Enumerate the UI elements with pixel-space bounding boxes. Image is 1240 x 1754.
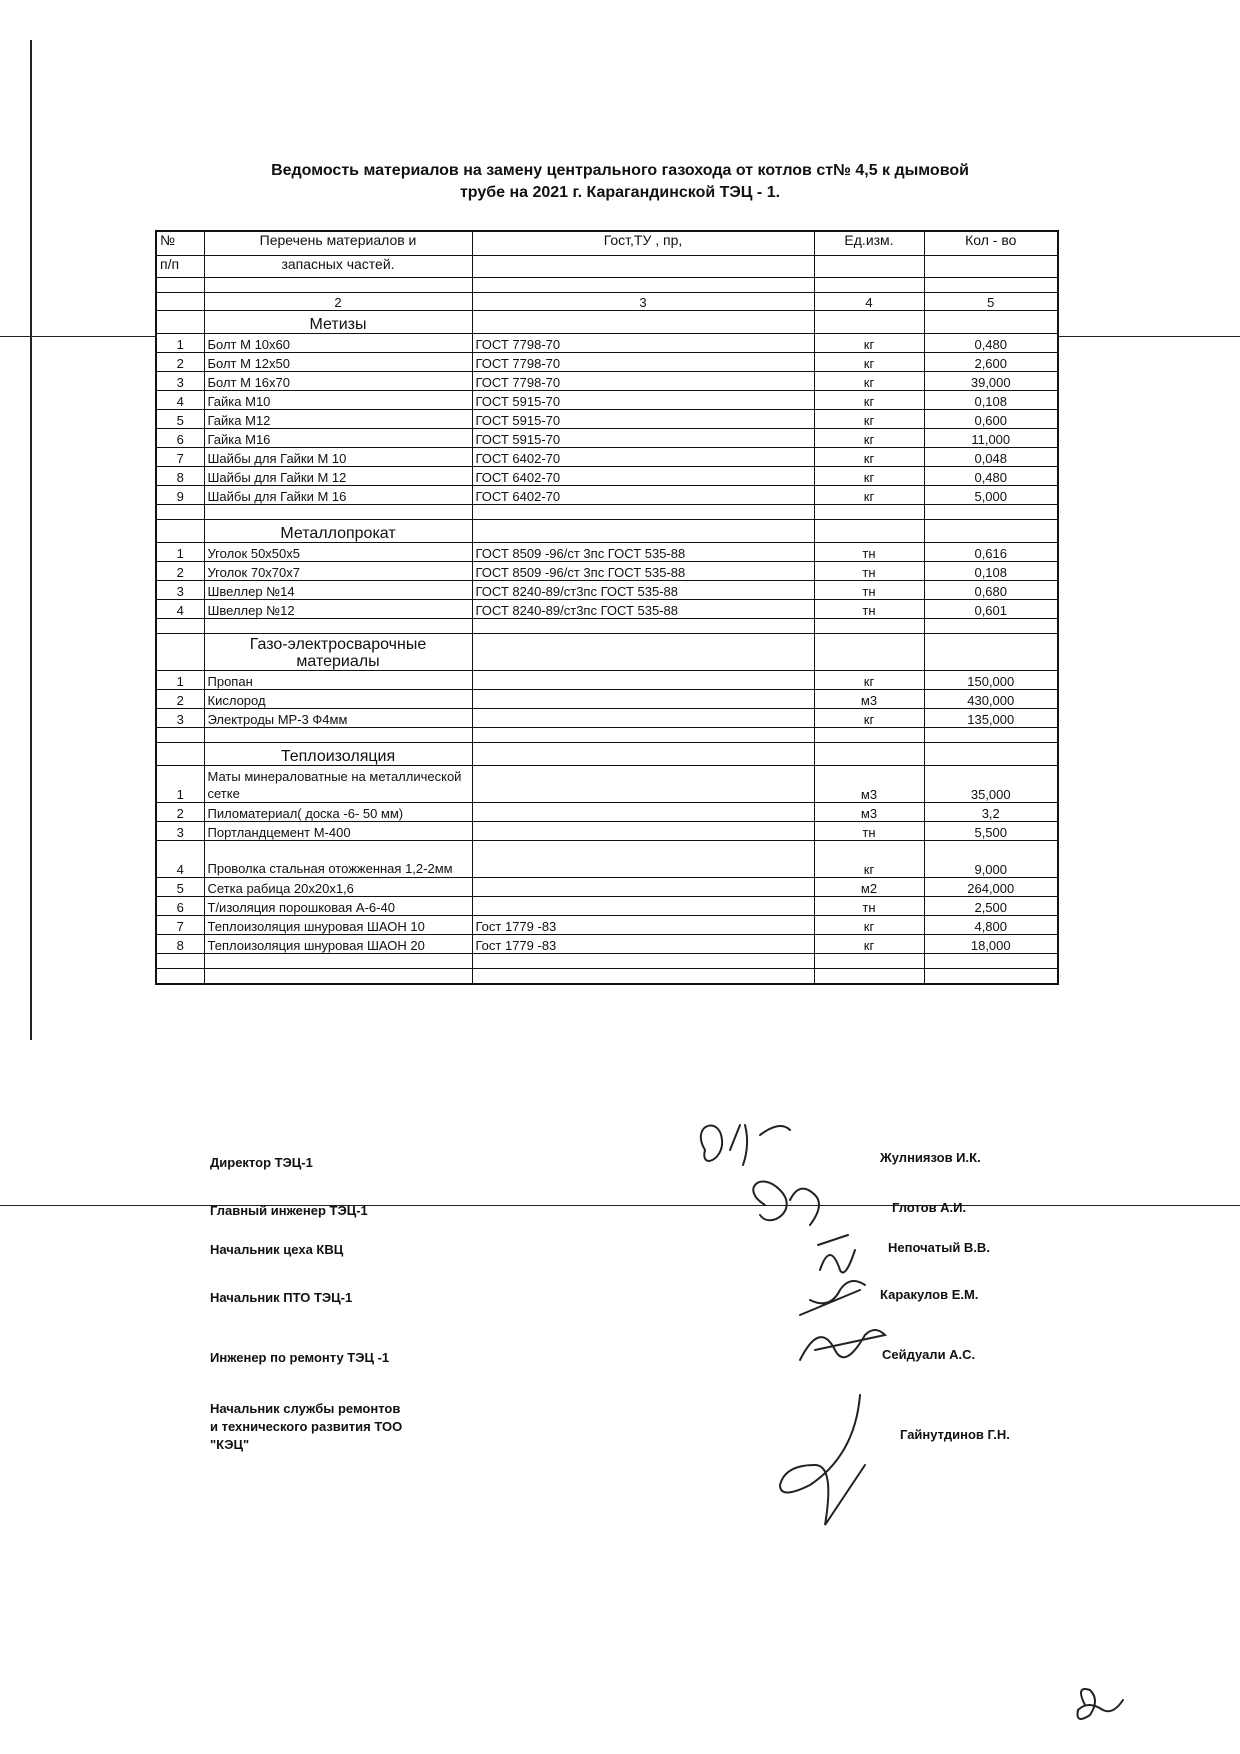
row-quantity: 11,000 xyxy=(924,428,1058,447)
row-quantity: 0,600 xyxy=(924,409,1058,428)
row-unit: кг xyxy=(814,371,924,390)
row-unit: м3 xyxy=(814,802,924,821)
row-unit: кг xyxy=(814,708,924,727)
row-number: 1 xyxy=(156,542,204,561)
sig-name-repair-engineer: Сейдуали А.С. xyxy=(882,1347,976,1362)
row-number: 6 xyxy=(156,428,204,447)
sig-role-line-2: и технического развития ТОО xyxy=(210,1419,403,1434)
sig-role-repair-engineer: Инженер по ремонту ТЭЦ -1 xyxy=(210,1350,390,1365)
row-material-name: Болт М 16х70 xyxy=(204,371,472,390)
section-title-line-1: Газо-электросварочные xyxy=(249,635,427,653)
col-number-2: 2 xyxy=(204,292,472,310)
header-qty: Кол - во xyxy=(924,231,1058,255)
row-quantity: 3,2 xyxy=(924,802,1058,821)
col-number-4: 4 xyxy=(814,292,924,310)
row-material-name: Проволка стальная отожженная 1,2-2мм xyxy=(204,840,472,877)
row-gost: ГОСТ 7798-70 xyxy=(472,352,814,371)
sig-name-chief-engineer: Глотов А.И. xyxy=(892,1200,967,1215)
row-material-name: Маты минераловатные на металлической сетке xyxy=(204,765,472,802)
row-material-name: Швеллер №12 xyxy=(204,599,472,618)
col-number-3: 3 xyxy=(472,292,814,310)
row-material-name: Швеллер №14 xyxy=(204,580,472,599)
row-quantity: 0,680 xyxy=(924,580,1058,599)
sig-role-kvc-head: Начальник цеха КВЦ xyxy=(210,1242,344,1257)
row-material-name: Теплоизоляция шнуровая ШАОН 10 xyxy=(204,915,472,934)
row-unit: кг xyxy=(814,409,924,428)
row-gost: ГОСТ 7798-70 xyxy=(472,371,814,390)
row-number: 8 xyxy=(156,466,204,485)
row-number: 4 xyxy=(156,599,204,618)
row-unit: кг xyxy=(814,333,924,352)
section-title-line-2: материалы xyxy=(296,652,380,670)
row-quantity: 135,000 xyxy=(924,708,1058,727)
header-name-2: запасных частей. xyxy=(204,255,472,277)
row-gost: ГОСТ 8509 -96/ст 3пс ГОСТ 535-88 xyxy=(472,561,814,580)
row-quantity: 430,000 xyxy=(924,689,1058,708)
row-number: 5 xyxy=(156,877,204,896)
row-unit: кг xyxy=(814,670,924,689)
row-number: 7 xyxy=(156,447,204,466)
row-number: 1 xyxy=(156,765,204,802)
sig-role-chief-engineer: Главный инженер ТЭЦ-1 xyxy=(210,1203,368,1218)
sig-name-kvc-head: Непочатый В.В. xyxy=(888,1240,990,1255)
row-quantity: 5,000 xyxy=(924,485,1058,504)
row-gost: ГОСТ 8240-89/ст3пс ГОСТ 535-88 xyxy=(472,599,814,618)
header-name: Перечень материалов и xyxy=(204,231,472,255)
row-quantity: 2,500 xyxy=(924,896,1058,915)
row-quantity: 4,800 xyxy=(924,915,1058,934)
row-gost: ГОСТ 7798-70 xyxy=(472,333,814,352)
sig-role-line-1: Начальник службы ремонтов xyxy=(210,1401,401,1416)
sig-name-pto-head: Каракулов Е.М. xyxy=(880,1287,979,1302)
row-unit: кг xyxy=(814,915,924,934)
row-unit: тн xyxy=(814,821,924,840)
row-unit: кг xyxy=(814,428,924,447)
row-quantity: 0,480 xyxy=(924,333,1058,352)
row-material-name: Болт М 12х50 xyxy=(204,352,472,371)
row-unit: кг xyxy=(814,934,924,953)
row-number: 3 xyxy=(156,708,204,727)
row-number: 2 xyxy=(156,352,204,371)
row-material-name: Теплоизоляция шнуровая ШАОН 20 xyxy=(204,934,472,953)
row-unit: тн xyxy=(814,542,924,561)
row-number: 1 xyxy=(156,333,204,352)
row-unit: кг xyxy=(814,390,924,409)
row-material-name: Т/изоляция порошковая А-6-40 xyxy=(204,896,472,915)
sig-role-director: Директор ТЭЦ-1 xyxy=(210,1155,313,1170)
row-material-name: Кислород xyxy=(204,689,472,708)
row-number: 2 xyxy=(156,802,204,821)
header-num-2: п/п xyxy=(156,255,204,277)
row-unit: тн xyxy=(814,896,924,915)
row-unit: тн xyxy=(814,561,924,580)
row-number: 7 xyxy=(156,915,204,934)
row-material-name: Уголок 50х50х5 xyxy=(204,542,472,561)
row-unit: м3 xyxy=(814,689,924,708)
row-quantity: 0,616 xyxy=(924,542,1058,561)
row-number: 5 xyxy=(156,409,204,428)
col-number-5: 5 xyxy=(924,292,1058,310)
row-quantity: 0,108 xyxy=(924,561,1058,580)
section-title: Метизы xyxy=(204,310,472,333)
row-quantity: 39,000 xyxy=(924,371,1058,390)
title-line-1: Ведомость материалов на замену центрального газохода от котлов ст№ 4,5 к дымовой xyxy=(271,162,969,179)
row-number: 3 xyxy=(156,371,204,390)
row-material-name: Шайбы для Гайки М 10 xyxy=(204,447,472,466)
row-number: 2 xyxy=(156,689,204,708)
row-number: 6 xyxy=(156,896,204,915)
row-number: 1 xyxy=(156,670,204,689)
row-gost: ГОСТ 6402-70 xyxy=(472,485,814,504)
header-num: № xyxy=(156,231,204,255)
row-quantity: 2,600 xyxy=(924,352,1058,371)
row-unit: кг xyxy=(814,447,924,466)
row-quantity: 9,000 xyxy=(924,840,1058,877)
sig-role-line-3: "КЭЦ" xyxy=(210,1437,250,1452)
row-unit: кг xyxy=(814,466,924,485)
row-unit: тн xyxy=(814,599,924,618)
header-unit: Ед.изм. xyxy=(814,231,924,255)
row-unit: м2 xyxy=(814,877,924,896)
row-number: 4 xyxy=(156,390,204,409)
row-material-name: Шайбы для Гайки М 12 xyxy=(204,466,472,485)
row-number: 2 xyxy=(156,561,204,580)
row-quantity: 18,000 xyxy=(924,934,1058,953)
row-material-name: Электроды МР-3 Ф4мм xyxy=(204,708,472,727)
row-gost: Гост 1779 -83 xyxy=(472,915,814,934)
row-quantity: 0,108 xyxy=(924,390,1058,409)
header-gost: Гост,ТУ , пр, xyxy=(472,231,814,255)
row-unit: кг xyxy=(814,352,924,371)
title-line-2: трубе на 2021 г. Карагандинской ТЭЦ - 1. xyxy=(459,184,781,201)
row-gost: ГОСТ 5915-70 xyxy=(472,390,814,409)
row-gost: ГОСТ 6402-70 xyxy=(472,466,814,485)
row-gost: Гост 1779 -83 xyxy=(472,934,814,953)
row-gost: ГОСТ 8240-89/ст3пс ГОСТ 535-88 xyxy=(472,580,814,599)
row-quantity: 0,601 xyxy=(924,599,1058,618)
section-title: Теплоизоляция xyxy=(204,742,472,765)
sig-role-pto-head: Начальник ПТО ТЭЦ-1 xyxy=(210,1290,353,1305)
row-material-name: Гайка М10 xyxy=(204,390,472,409)
row-quantity: 0,048 xyxy=(924,447,1058,466)
row-unit: тн xyxy=(814,580,924,599)
row-gost: ГОСТ 5915-70 xyxy=(472,409,814,428)
row-quantity: 5,500 xyxy=(924,821,1058,840)
row-number: 4 xyxy=(156,840,204,877)
row-number: 8 xyxy=(156,934,204,953)
row-gost: ГОСТ 5915-70 xyxy=(472,428,814,447)
row-material-name: Болт М 10х60 xyxy=(204,333,472,352)
row-gost: ГОСТ 6402-70 xyxy=(472,447,814,466)
row-material-name: Пропан xyxy=(204,670,472,689)
sig-name-director: Жулниязов И.К. xyxy=(880,1150,981,1165)
row-material-name: Гайка М16 xyxy=(204,428,472,447)
row-quantity: 0,480 xyxy=(924,466,1058,485)
row-material-name: Уголок 70х70х7 xyxy=(204,561,472,580)
row-number: 3 xyxy=(156,580,204,599)
row-unit: кг xyxy=(814,485,924,504)
row-quantity: 35,000 xyxy=(924,765,1058,802)
section-title: Металлопрокат xyxy=(204,519,472,542)
row-material-name: Сетка рабица 20х20х1,6 xyxy=(204,877,472,896)
row-number: 9 xyxy=(156,485,204,504)
row-gost: ГОСТ 8509 -96/ст 3пс ГОСТ 535-88 xyxy=(472,542,814,561)
row-unit: м3 xyxy=(814,765,924,802)
row-quantity: 150,000 xyxy=(924,670,1058,689)
row-material-name: Гайка М12 xyxy=(204,409,472,428)
row-number: 3 xyxy=(156,821,204,840)
row-unit: кг xyxy=(814,840,924,877)
sig-name-repair-service-head: Гайнутдинов Г.Н. xyxy=(900,1427,1010,1442)
row-material-name: Шайбы для Гайки М 16 xyxy=(204,485,472,504)
row-material-name: Портландцемент М-400 xyxy=(204,821,472,840)
row-material-name: Пиломатериал( доска -6- 50 мм) xyxy=(204,802,472,821)
row-quantity: 264,000 xyxy=(924,877,1058,896)
